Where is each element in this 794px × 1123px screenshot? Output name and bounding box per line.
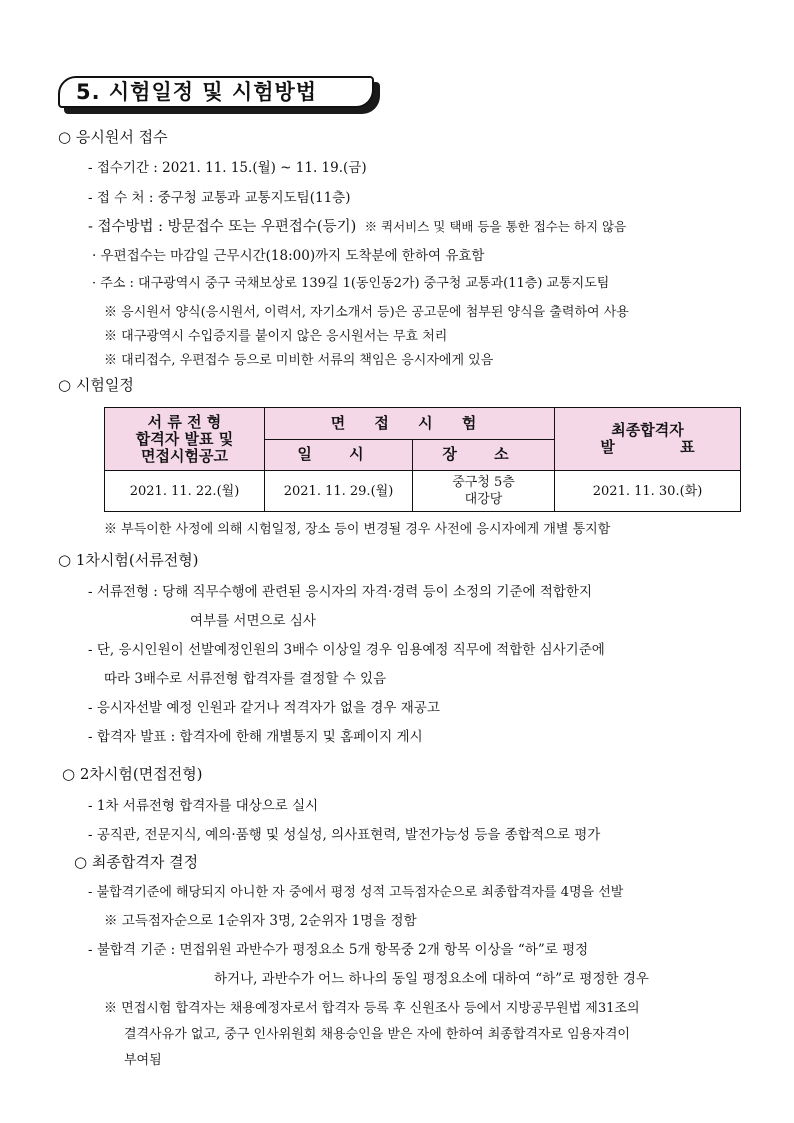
s1-note2: ※ 대구광역시 수입증지를 붙이지 않은 응시원서는 무효 처리	[104, 329, 448, 344]
td-final-date: 2021. 11. 30.(화)	[555, 471, 741, 512]
th-interview-place: 장 소	[413, 439, 555, 471]
section-title-box	[58, 76, 384, 116]
th-final-line1: 최종합격자	[611, 421, 684, 439]
s1-period: - 접수기간 : 2021. 11. 15.(월) ~ 11. 19.(금)	[88, 160, 367, 176]
s1-address: · 주소 : 대구광역시 중구 국채보상로 139길 1(동인동2가) 중구청 교통과(11층) 교통지도팀	[92, 276, 610, 291]
s3-line2: 여부를 서면으로 심사	[190, 613, 316, 629]
s4-line2: - 공직관, 전문지식, 예의·품행 및 성실성, 의사표현력, 발전가능성 등을 종합적으로 평가	[88, 827, 601, 843]
th-document-result	[105, 408, 265, 471]
s1-method	[88, 218, 626, 236]
s1-mail: · 우편접수는 마감일 근무시간(18:00)까지 도착분에 한하여 유효함	[92, 248, 485, 264]
s1-note3: ※ 대리접수, 우편접수 등으로 미비한 서류의 책임은 응시자에게 있음	[104, 353, 494, 368]
section-title: 5. 시험일정 및 시험방법	[58, 76, 374, 108]
s1-method-note: ※ 퀵서비스 및 택배 등을 통한 접수는 하지 않음	[364, 219, 627, 234]
s5-line1: - 불합격기준에 해당되지 아니한 자 중에서 평정 성적 고득점자순으로 최종합격자를 4명을 선발	[88, 885, 624, 900]
th-document-line3: 면접시험공고	[141, 446, 228, 465]
s5-line3: - 불합격 기준 : 면접위원 과반수가 평정요소 5개 항목중 2개 항목 이상을 “하”로 평정	[88, 942, 589, 958]
s5-line4: 하거나, 과반수가 어느 하나의 동일 평정요소에 대하여 “하”로 평정한 경우	[214, 971, 649, 987]
td-place-line1: 중구청 5층	[452, 475, 515, 490]
th-interview: 면 접 시 험	[265, 408, 555, 440]
s4-heading: ○ 2차시험(면접전형)	[62, 765, 203, 783]
td-document-date: 2021. 11. 22.(월)	[105, 471, 265, 512]
s3-line3: - 단, 응시인원이 선발예정인원의 3배수 이상일 경우 임용예정 직무에 적합한 심사기준에	[88, 642, 605, 658]
s3-line5: - 응시자선발 예정 인원과 같거나 적격자가 없을 경우 재공고	[88, 700, 440, 716]
th-final-line2: 발 표	[600, 438, 725, 456]
s1-method-main: - 접수방법 : 방문접수 또는 우편접수(등기)	[88, 219, 357, 235]
s5-line6: 결격사유가 없고, 중구 인사위원회 채용승인을 받은 자에 한하여 최종합격자로 임용자격이	[124, 1027, 630, 1042]
td-interview-place	[413, 471, 555, 512]
s5-heading: ○ 최종합격자 결정	[74, 853, 199, 871]
s3-heading: ○ 1차시험(서류전형)	[58, 551, 199, 569]
s4-line1: - 1차 서류전형 합격자를 대상으로 실시	[88, 798, 319, 814]
s3-line6: - 합격자 발표 : 합격자에 한해 개별통지 및 홈페이지 게시	[88, 729, 423, 745]
th-interview-date: 일 시	[265, 439, 413, 471]
s5-line2: ※ 고득점자순으로 1순위자 3명, 2순위자 1명을 정함	[104, 913, 417, 929]
th-document-line2: 합격자 발표 및	[135, 429, 234, 448]
s1-note1: ※ 응시원서 양식(응시원서, 이력서, 자기소개서 등)은 공고문에 첨부된 양식을 출력하여 사용	[104, 305, 629, 320]
s3-line1: - 서류전형 : 당해 직무수행에 관련된 응시자의 자격·경력 등이 소정의 기준에 적합한지	[88, 584, 592, 600]
s3-line4: 따라 3배수로 서류전형 합격자를 결정할 수 있음	[104, 671, 387, 687]
s5-line5: ※ 면접시험 합격자는 채용예정자로서 합격자 등록 후 신원조사 등에서 지방공무원법 제31조의	[104, 1001, 640, 1016]
th-final-result	[555, 408, 741, 471]
s2-heading: ○ 시험일정	[58, 376, 134, 394]
s1-heading: ○ 응시원서 접수	[58, 128, 168, 146]
td-place-line2: 대강당	[464, 492, 503, 507]
s1-place: - 접 수 처 : 중구청 교통과 교통지도팀(11층)	[88, 190, 351, 206]
schedule-table	[104, 407, 741, 512]
s5-line7: 부여됨	[124, 1053, 162, 1068]
th-document-line1: 서 류 전 형	[147, 412, 222, 431]
td-interview-date: 2021. 11. 29.(월)	[265, 471, 413, 512]
s2-note: ※ 부득이한 사정에 의해 시험일정, 장소 등이 변경될 경우 사전에 응시자에게 개별 통지함	[104, 522, 611, 537]
